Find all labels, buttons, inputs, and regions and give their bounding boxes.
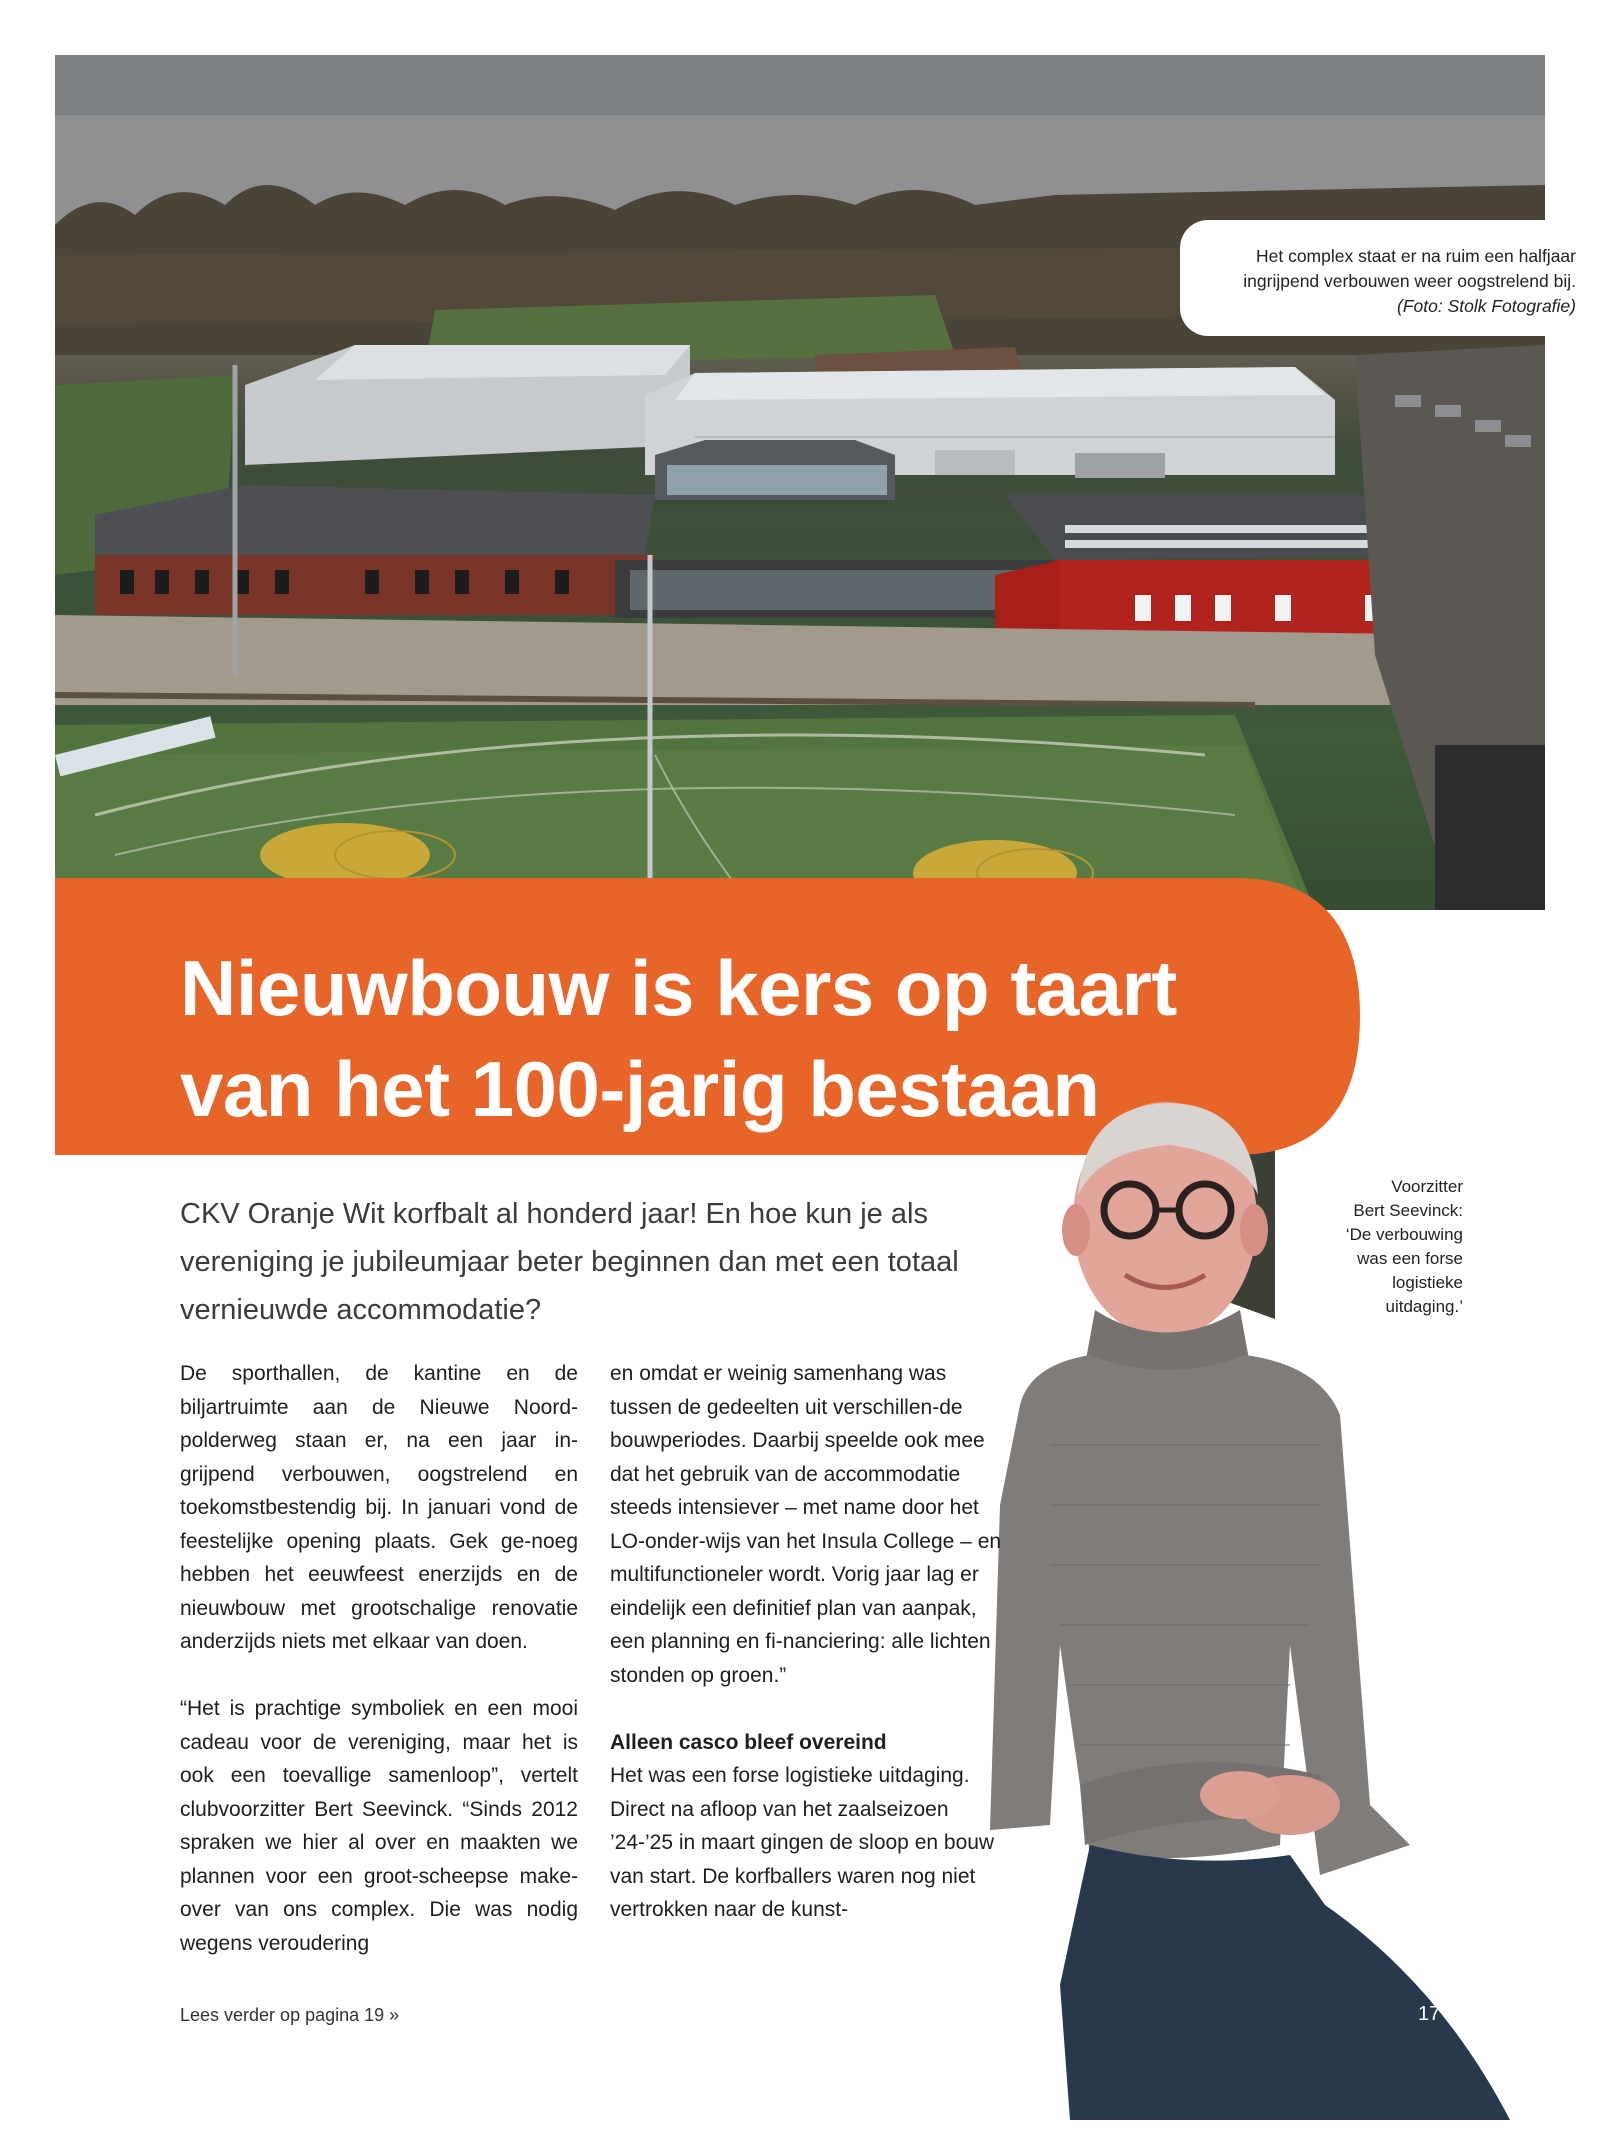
hero-photo-caption xyxy=(1180,220,1600,336)
hero-photo xyxy=(55,55,1576,910)
article-column-right xyxy=(610,1357,1010,1927)
section-subheading: Alleen casco bleef overeind xyxy=(610,1730,887,1754)
aerial-sports-complex-illustration xyxy=(55,55,1545,910)
portrait-caption-line: ‘De verbouwing xyxy=(1345,1225,1463,1244)
body-paragraph: en omdat er weinig samenhang was tussen de gedeelten uit verschillen-de bouwperiodes. Daarbij speelde ook mee dat het gebruik van de accommodatie steeds intensiever – met name door het LO-onder-wijs van het Insula College – en multifunctioneler wordt. Vorig jaar lag er eindelijk een definitief plan van aanpak, een planning en fi-nanciering: alle lichten stonden op groen.” xyxy=(610,1362,1002,1687)
article-intro: CKV Oranje Wit korfbalt al honderd jaar! En hoe kun je als vereniging je jubileumjaar beter beginnen dan met een totaal vernieuwde accommodatie? xyxy=(180,1198,959,1326)
portrait-caption-line: Voorzitter xyxy=(1391,1177,1463,1196)
page-number: 17 xyxy=(1418,2003,1441,2025)
portrait-caption-line: was een forse xyxy=(1357,1249,1463,1268)
headline-line-2: van het 100-jarig bestaan xyxy=(180,1045,1100,1133)
body-paragraph: Het was een forse logistieke uitdaging. Direct na afloop van het zaalseizoen ’24-’25 in maart gingen de sloop en bouw van start. De korfballers waren nog niet vertrokken naar de kunst- xyxy=(610,1764,995,1921)
headline-line-1: Nieuwbouw is kers op taart xyxy=(180,944,1177,1032)
portrait-caption xyxy=(1300,1175,1463,1319)
portrait-caption-line: uitdaging.’ xyxy=(1385,1297,1463,1316)
portrait-caption-line: Bert Seevinck: xyxy=(1353,1201,1463,1220)
body-paragraph: De sporthallen, de kantine en de biljartruimte aan de Nieuwe Noord-polderweg staan er, na een jaar in-grijpend verbouwen, oogstrelend en toekomstbestendig bij. In januari vond de feestelijke opening plaats. Gek ge-noeg hebben het eeuwfeest enerzijds en de nieuwbouw met grootschalige renovatie anderzijds niets met elkaar van doen. xyxy=(180,1362,578,1653)
continue-reading-link[interactable]: Lees verder op pagina 19 » xyxy=(180,2005,400,2025)
hero-caption-line-2: ingrijpend verbouwen weer oogstrelend bij. xyxy=(1243,271,1576,291)
article-column-left xyxy=(180,1357,578,1960)
hero-caption-credit: (Foto: Stolk Fotografie) xyxy=(1397,296,1576,316)
body-paragraph: “Het is prachtige symboliek en een mooi cadeau voor de vereniging, maar het is ook een toevallige samenloop”, vertelt clubvoorzitter Bert Seevinck. “Sinds 2012 spraken we hier al over en maakten we plannen voor een groot-scheepse make-over van ons complex. Die was nodig wegens veroudering xyxy=(180,1697,578,1955)
portrait-caption-line: logistieke xyxy=(1392,1273,1463,1292)
hero-caption-line-1: Het complex staat er na ruim een halfjaar xyxy=(1255,246,1576,266)
